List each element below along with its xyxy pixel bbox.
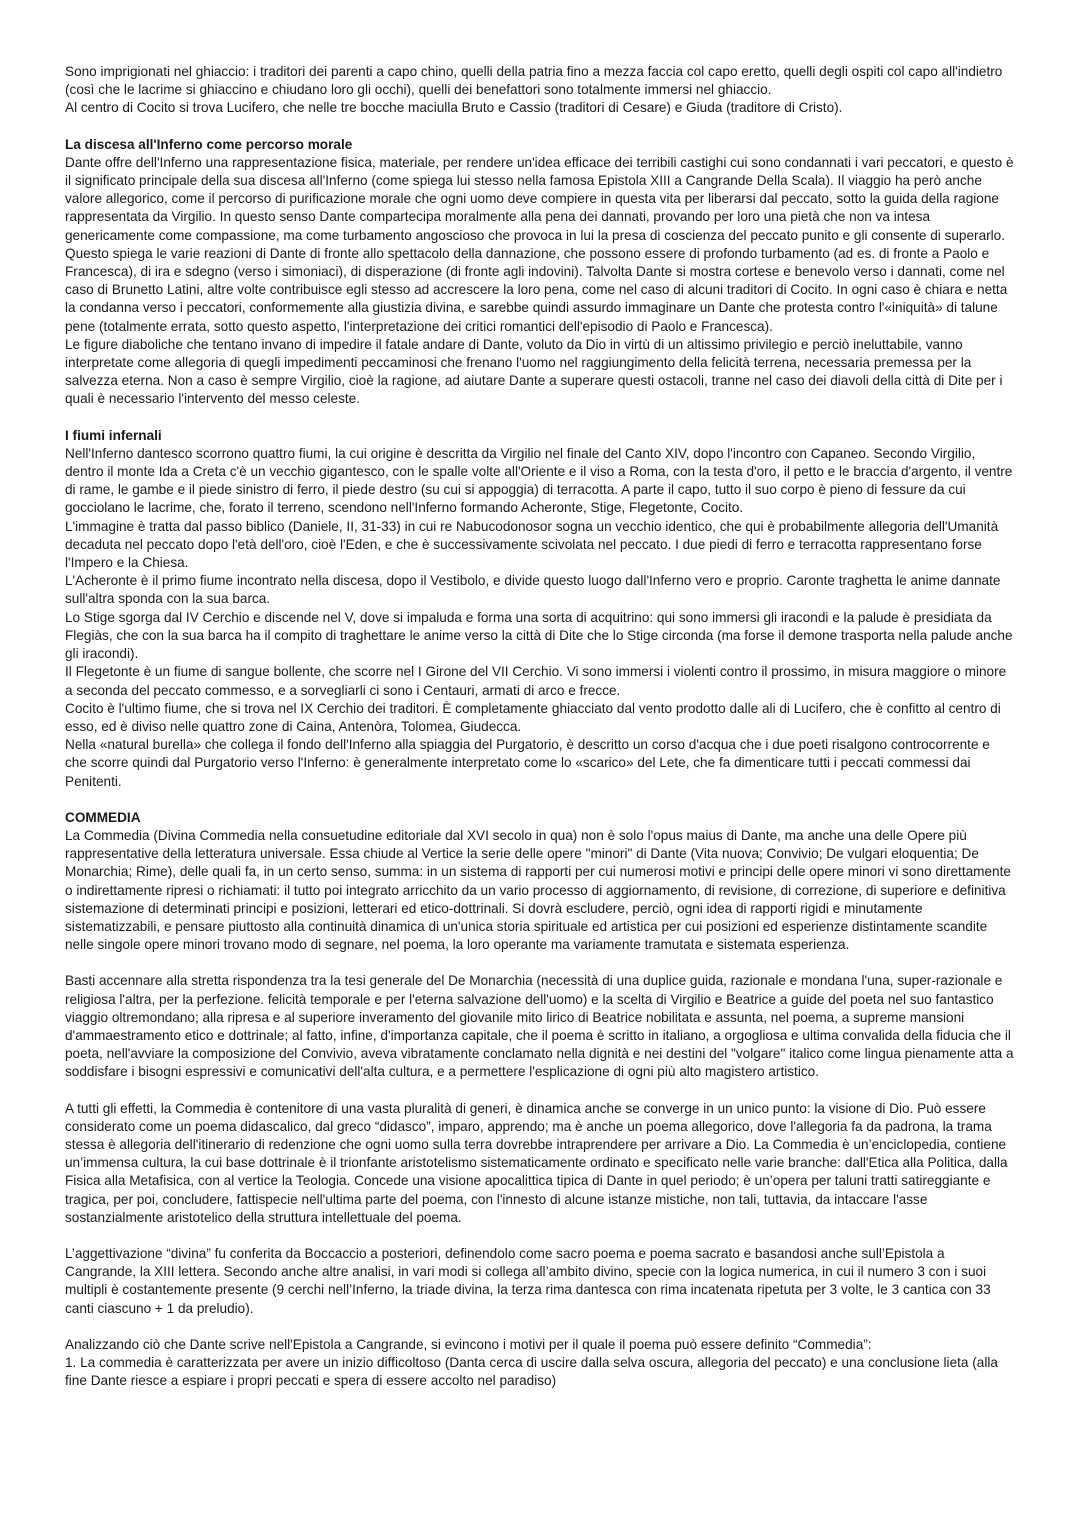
paragraph: La Commedia (Divina Commedia nella consuetudine editoriale dal XVI secolo in qua) non è solo l'opus maius di Dante, ma anche una delle Opere più rappresentative della letteratura universale. Essa chiude al Vertice la serie delle opere "minori" di Dante (Vita nuova; Convivio; De vulgari eloquentia; De Monarchia; Rime), delle quali fa, in un certo senso, summa: in un sistema di rapporti per cui numerosi motivi e principi delle opere minori vi sono direttamente o indirettamente ripresi o richiamati: il tutto poi integrato arricchito da un vario processo di aggiornamento, di revisione, di correzione, di superiore e definitiva sistemazione di determinati principi e posizioni, letterari ed etico-dottrinali. Si dovrà escludere, perciò, ogni idea di rapporti rigidi e minutamente sistematizzabili, e pensare piuttosto alla continuità dinamica di un'unica storia spirituale ed artistica per cui posizioni ed esperienze distintamente scandite nelle singole opere minori trovano modo di segnare, nel poema, la loro operante ma variamente tramutata e sistemata esperienza. [65,827,1011,953]
intro-paragraph-traditori: Sono imprigionati nel ghiaccio: i traditori dei parenti a capo chino, quelli della patria fino a mezza faccia col capo eretto, quelli degli ospiti col capo all'indietro (così che le lacrime si ghiaccino e chiudano loro gli occhi), quelli dei benefattori sono totalmente immersi nel ghiaccio. [65,64,1003,98]
heading-fiumi: I fiumi infernali [65,427,162,443]
paragraph: Nell'Inferno dantesco scorrono quattro fiumi, la cui origine è descritta da Virgilio nel finale del Canto XIV, dopo l'incontro con Capaneo. Secondo Virgilio, dentro il monte Ida a Creta c'è un vecchio gigantesco, con le spalle volte all'Oriente e il viso a Roma, con la testa d'oro, il petto e le braccia d'argento, il ventre di rame, le gambe e il piede sinistro di ferro, il piede destro (su cui si appoggia) di terracotta. A parte il capo, tutto il suo corpo è pieno di fessure da cui gocciolano le lacrime, che, forato il terreno, scendono nell'Inferno formando Acheronte, Stige, Flegetonte, Cocito. [65,445,1013,516]
paragraph: Lo Stige sgorga dal IV Cerchio e discende nel V, dove si impaluda e forma una sorta di acquitrino: qui sono immersi gli iracondi e la palude è presidiata da Flegiàs, che con la sua barca ha il compito di traghettare le anime verso la città di Dite che lo Stige circonda (ma forse il demone trasporta nella palude anche gli iracondi). [65,609,1013,662]
paragraph: Dante offre dell'Inferno una rappresentazione fisica, materiale, per rendere un'idea efficace dei terribili castighi cui sono condannati i vari peccatori, e questo è il significato principale della sua discesa all'Inferno (come spiega lui stesso nella famosa Epistola XIII a Cangrande Della Scala). Il viaggio ha però anche valore allegorico, come il percorso di purificazione morale che ogni uomo deve compiere in questa vita per liberarsi dal peccato, sotto la guida della ragione rappresentata da Virgilio. In questo senso Dante compartecipa moralmente alla pena dei dannati, provando per loro una pietà che non va intesa genericamente come compassione, ma come turbamento angoscioso che provoca in lui la presa di coscienza del peccato punito e gli consente di superarlo. [65,154,1014,243]
paragraph: Basti accennare alla stretta rispondenza tra la tesi generale del De Monarchia (necessità di una duplice guida, razionale e mondana l'una, super-razionale e religiosa l'altra, per la perfezione. felicità temporale e per l'eterna salvazione dell'uomo) e la scelta di Virgilio e Beatrice a guide del poeta nel suo fantastico viaggio oltremondano; alla ripresa e al superiore inveramento del giovanile mito lirico di Beatrice nobilitata e assunta, nel poema, a supreme mansioni d'ammaestramento etico e dottrinale; al fatto, infine, d'importanza capitale, che il poema è scritto in italiano, a orgogliosa e ultima convalida della fiducia che il poeta, nell'avviare la composizione del Convivio, aveva vibratamente conclamato nella dignità e nei destini del "volgare" italico come lingua pienamente atta a soddisfare i bisogni espressivi e comunicativi dell'alta cultura, e a permettere l'esplicazione di ogni più alto magistero artistico. [65,973,1014,1080]
paragraph: A tutti gli effetti, la Commedia è contenitore di una vasta pluralità di generi, è dinamica anche se converge in un unico punto: la visione di Dio. Può essere considerato come un poema didascalico, dal greco “didasco”, imparo, apprendo; ma è anche un poema allegorico, dove l'allegoria fa da padrona, la trama stessa è allegoria dell'itinerario di redenzione che ogni uomo sulla terra dovrebbe intraprendere per arrivare a Dio. La Commedia è un’enciclopedia, contiene un’immensa cultura, la cui base dottrinale è il trionfante aristotelismo sistematicamente ordinato e specificato nelle varie branche: dall'Etica alla Politica, dalla Fisica alla Metafisica, con al vertice la Teologia. Concede una visione apocalittica tipica di Dante in quel periodo; è un’opera per taluni tratti satireggiante e tragica, per poi, concludere, fattispecie nell'ultima parte del poema, con l'innesto di alcune istanze mistiche, non tali, tuttavia, da intaccare l'asse sostanzialmente aristotelico della struttura intellettuale del poema. [65,1100,1008,1225]
document-page [65,63,1015,1390]
paragraph: Cocito è l'ultimo fiume, che si trova nel IX Cerchio dei traditori. È completamente ghiacciato dal vento prodotto dalle ali di Lucifero, che è confitto al centro di esso, ed è diviso nelle quattro zone di Caina, Antenòra, Tolomea, Giudecca. [65,700,1001,734]
paragraph: L’aggettivazione “divina” fu conferita da Boccaccio a posteriori, definendolo come sacro poema e poema sacrato e basandosi anche sull’Epistola a Cangrande, la XIII lettera. Secondo anche altre analisi, in vari modi si collega all’ambito divino, specie con la logica numerica, in cui il numero 3 con i suoi multipli è costantemente presente (9 cerchi nell’Inferno, la triade divina, la terza rima dantesca con rima incatenata ripetuta per 3 volte, le 3 cantica con 33 canti ciascuno + 1 da preludio). [65,1245,991,1316]
intro-paragraph-lucifero: Al centro di Cocito si trova Lucifero, che nelle tre bocche maciulla Bruto e Cassio (traditori di Cesare) e Giuda (traditore di Cristo). [65,100,843,116]
paragraph: Questo spiega le varie reazioni di Dante di fronte allo spettacolo della dannazione, che possono essere di profondo turbamento (ad es. di fronte a Paolo e Francesca), di ira e sdegno (verso i simoniaci), di disperazione (di fronte agli indovini). Talvolta Dante si mostra cortese e benevolo verso i dannati, come nel caso di Brunetto Latini, altre volte contribuisce egli stesso ad accrescere la loro pena, come nel caso di alcuni traditori di Cocito. In ogni caso è chiara e netta la condanna verso i peccatori, conformemente alla giustizia divina, e sarebbe quindi assurdo immaginare un Dante che protesta contro l'«iniquità» di talune pene (totalmente errata, sotto questo aspetto, l'interpretazione dei critici romantici dell'episodio di Paolo e Francesca). [65,245,1008,334]
list-item: 1. La commedia è caratterizzata per avere un inizio difficoltoso (Danta cerca di uscire dalla selva oscura, allegoria del peccato) e una conclusione lieta (alla fine Dante riesce a espiare i propri peccati e spera di essere accolto nel paradiso) [65,1355,998,1389]
paragraph: L'immagine è tratta dal passo biblico (Daniele, II, 31-33) in cui re Nabucodonosor sogna un vecchio identico, che qui è probabilmente allegoria dell'Umanità decaduta nel peccato dopo l'età dell'oro, cioè l'Eden, e che è successivamente scivolata nel peccato. I due piedi di ferro e terracotta rappresentano forse l'Impero e la Chiesa. [65,518,999,571]
paragraph: Nella «natural burella» che collega il fondo dell'Inferno alla spiaggia del Purgatorio, è descritto un corso d'acqua che i due poeti risalgono controcorrente e che scorre quindi dal Purgatorio verso l'Inferno: è generalmente interpretato come lo «scarico» del Lete, che fa dimenticare tutti i peccati commessi dai Penitenti. [65,737,990,789]
heading-discesa: La discesa all'Inferno come percorso morale [65,136,353,152]
paragraph: Analizzando ciò che Dante scrive nell'Epistola a Cangrande, si evincono i motivi per il quale il poema può essere definito “Commedia”: [65,1336,872,1352]
paragraph: Le figure diaboliche che tentano invano di impedire il fatale andare di Dante, voluto da Dio in virtù di un altissimo privilegio e perciò ineluttabile, vanno interpretate come allegoria di quegli impedimenti peccaminosi che frenano l'uomo nel raggiungimento della felicità terrena, necessaria premessa per la salvezza eterna. Non a caso è sempre Virgilio, cioè la ragione, ad aiutare Dante a superare questi ostacoli, tranne nel caso dei diavoli della città di Dite per i quali è necessario l'intervento del messo celeste. [65,336,1003,407]
paragraph: Il Flegetonte è un fiume di sangue bollente, che scorre nel I Girone del VII Cerchio. Vi sono immersi i violenti contro il prossimo, in misura maggiore o minore a seconda del peccato commesso, e a sorvegliarli ci sono i Centauri, armati di arco e frecce. [65,664,1007,698]
heading-commedia: COMMEDIA [65,809,141,825]
paragraph: L'Acheronte è il primo fiume incontrato nella discesa, dopo il Vestibolo, e divide questo luogo dall'Inferno vero e proprio. Caronte traghetta le anime dannate sull'altra sponda con la sua barca. [65,573,1001,607]
